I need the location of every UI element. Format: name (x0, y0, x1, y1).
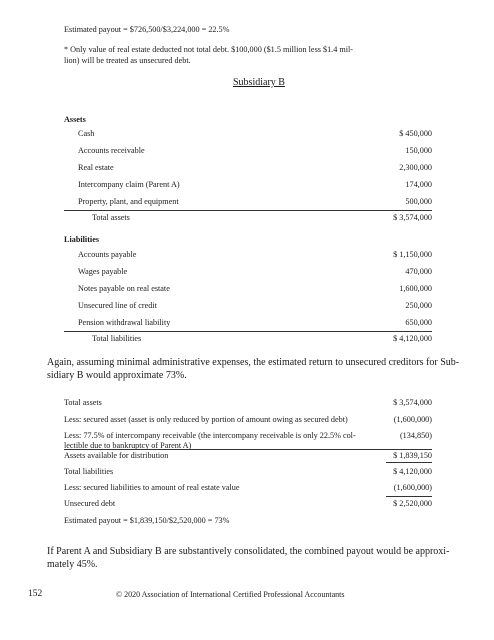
calc-label: Total assets (64, 398, 102, 407)
asset-label: Intercompany claim (Parent A) (78, 180, 180, 189)
paragraph-2-line-2: mately 45%. (47, 559, 98, 570)
asset-value: 2,300,000 (399, 163, 432, 172)
calc-label: Less: secured asset (asset is only reduced by portion of amount owing as secured debt) (64, 415, 348, 424)
footnote-line-2: lion) will be treated as unsecured debt. (64, 56, 191, 65)
total-liabilities-label: Total liabilities (92, 334, 142, 343)
liability-label: Wages payable (78, 267, 128, 276)
liability-value: $ 1,150,000 (393, 250, 432, 259)
calc-label: Assets available for distribution (64, 451, 169, 460)
asset-label: Cash (78, 129, 95, 138)
paragraph-2-line-1: If Parent A and Subsidiary B are substantively consolidated, the combined payout would be approxi- (47, 546, 450, 557)
total-assets-value: $ 3,574,000 (393, 213, 432, 222)
liability-label: Unsecured line of credit (78, 301, 157, 310)
paragraph-1-line-1: Again, assuming minimal administrative expenses, the estimated return to unsecured creditors for Sub- (47, 357, 460, 368)
liability-label: Notes payable on real estate (78, 284, 170, 293)
subsidiary-title: Subsidiary B (233, 77, 285, 88)
liability-label: Pension withdrawal liability (78, 318, 171, 327)
liability-label: Accounts payable (78, 250, 137, 259)
asset-label: Accounts receivable (78, 146, 145, 155)
liability-value: 250,000 (405, 301, 432, 310)
liabilities-total-rule (64, 331, 432, 332)
calc-value: (1,600,000) (393, 483, 432, 492)
asset-value: $ 450,000 (399, 129, 432, 138)
calc-value: $ 1,839,150 (393, 451, 432, 460)
asset-value: 174,000 (405, 180, 432, 189)
asset-value: 150,000 (405, 146, 432, 155)
calc-label-line-2: lectible due to bankruptcy of Parent A) (64, 441, 192, 450)
payout-line-parent: Estimated payout = $726,500/$3,224,000 = 22.5% (64, 25, 230, 34)
calc-label: Less: secured liabilities to amount of real estate value (64, 483, 240, 492)
calc-label: Unsecured debt (64, 499, 116, 508)
calc-value: $ 2,520,000 (393, 499, 432, 508)
copyright-notice: © 2020 Association of International Certified Professional Accountants (116, 590, 345, 599)
calc-rule-2 (386, 462, 432, 463)
assets-total-rule (64, 210, 432, 211)
calc-rule-1 (64, 449, 432, 450)
payout-line-subsidiary: Estimated payout = $1,839,150/$2,520,000 = 73% (64, 516, 230, 525)
calc-label-line-1: Less: 77.5% of intercompany receivable (the intercompany receivable is only 22.5% col- (64, 431, 356, 440)
calc-rule-3 (386, 496, 432, 497)
asset-label: Real estate (78, 163, 114, 172)
calc-value: (1,600,000) (393, 415, 432, 424)
footnote-line-1: * Only value of real estate deducted not total debt. $100,000 ($1.5 million less $1.4 mil- (64, 45, 354, 54)
liabilities-heading: Liabilities (64, 235, 100, 244)
calc-value: $ 3,574,000 (393, 398, 432, 407)
paragraph-1-line-2: sidiary B would approximate 73%. (47, 370, 187, 381)
assets-heading: Assets (64, 115, 86, 124)
calc-label: Total liabilities (64, 467, 114, 476)
total-assets-label: Total assets (92, 213, 130, 222)
asset-value: 500,000 (405, 197, 432, 206)
liability-value: 650,000 (405, 318, 432, 327)
page-number: 152 (28, 589, 43, 599)
total-liabilities-value: $ 4,120,000 (393, 334, 432, 343)
calc-value: $ 4,120,000 (393, 467, 432, 476)
liability-value: 470,000 (405, 267, 432, 276)
calc-value: (134,850) (399, 431, 432, 440)
asset-label: Property, plant, and equipment (78, 197, 179, 206)
liability-value: 1,600,000 (399, 284, 432, 293)
